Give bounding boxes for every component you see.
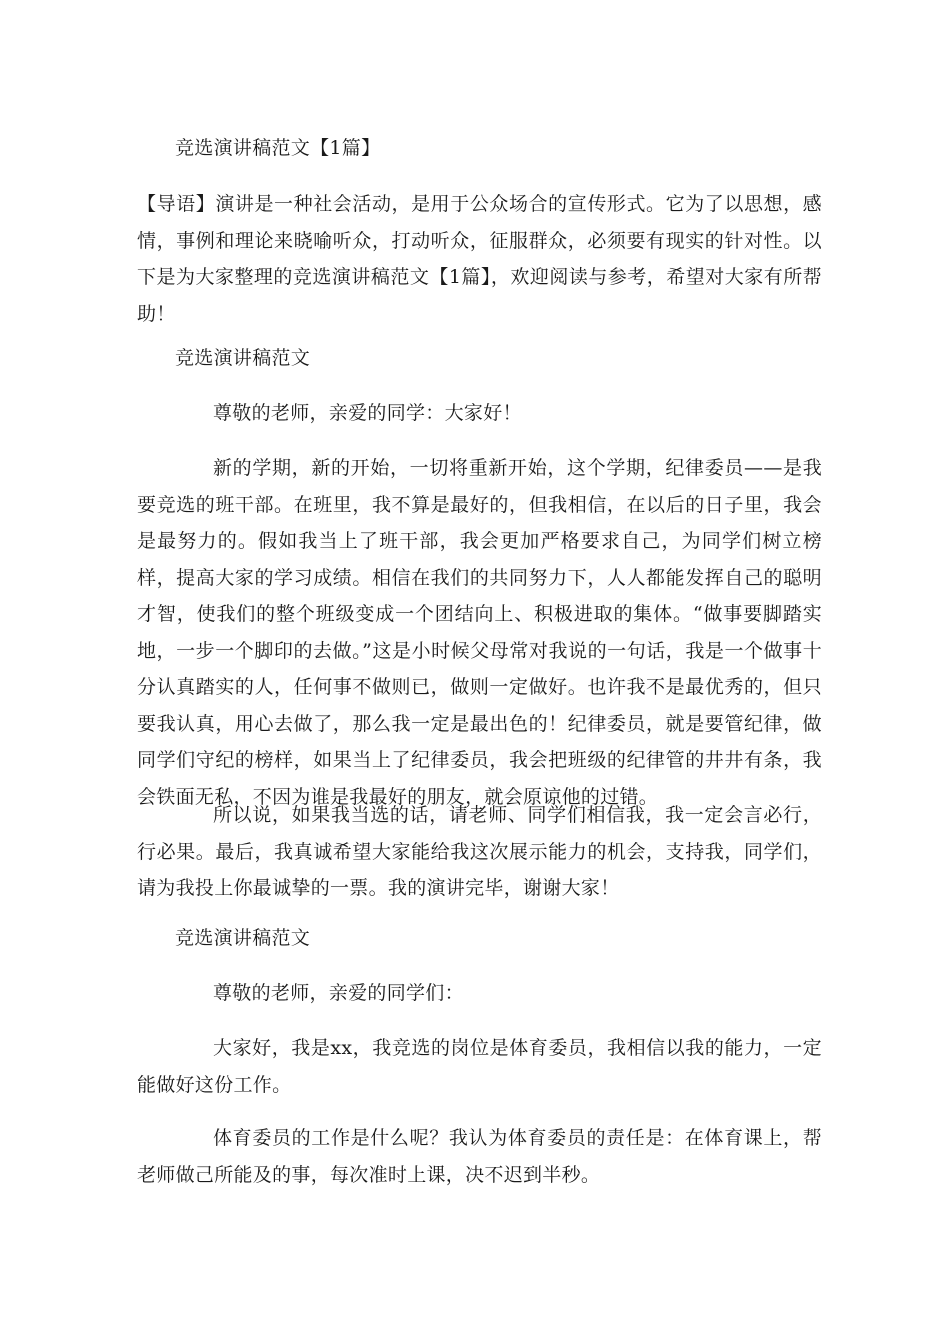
greeting: 尊敬的老师，亲爱的同学们： bbox=[213, 982, 464, 1004]
section-heading: 竞选演讲稿范文 bbox=[175, 347, 311, 369]
intro-paragraph: 【导语】演讲是一种社会活动，是用于公众场合的宣传形式。它为了以思想，感情，事例和理论来晓喻听众，打动听众，征服群众，必须要有现实的针对性。以下是为大家整理的竞选演讲稿范文【1篇】，欢迎阅读与参考，希望对大家有所帮助！ bbox=[137, 193, 822, 325]
body-paragraph: 体育委员的工作是什么呢？我认为体育委员的责任是：在体育课上，帮老师做己所能及的事，每次准时上课，决不迟到半秒。 bbox=[137, 1127, 822, 1186]
body-paragraph: 所以说，如果我当选的话，请老师、同学们相信我，我一定会言必行，行必果。最后，我真诚希望大家能给我这次展示能力的机会，支持我，同学们，请为我投上你最诚挚的一票。我的演讲完毕，谢谢大家！ bbox=[137, 804, 822, 899]
document-title: 竞选演讲稿范文【1篇】 bbox=[175, 137, 381, 159]
body-paragraph: 大家好，我是xx，我竞选的岗位是体育委员，我相信以我的能力，一定能做好这份工作。 bbox=[137, 1037, 822, 1096]
section-heading: 竞选演讲稿范文 bbox=[175, 927, 311, 949]
greeting: 尊敬的老师，亲爱的同学：大家好！ bbox=[213, 402, 522, 424]
body-paragraph: 新的学期，新的开始，一切将重新开始，这个学期，纪律委员——是我要竞选的班干部。在班里，我不算是最好的，但我相信，在以后的日子里，我会是最努力的。假如我当上了班干部，我会更加严格要求自己，为同学们树立榜样，提高大家的学习成绩。相信在我们的共同努力下，人人都能发挥自己的聪明才智，使我们的整个班级变成一个团结向上、积极进取的集体。“做事要脚踏实地，一步一个脚印的去做。”这是小时候父母常对我说的一句话，我是一个做事十分认真踏实的人，任何事不做则已，做则一定做好。也许我不是最优秀的，但只要我认真，用心去做了，那么我一定是最出色的！纪律委员，就是要管纪律，做同学们守纪的榜样，如果当上了纪律委员，我会把班级的纪律管的井井有条，我会铁面无私，不因为谁是我最好的朋友，就会原谅他的过错。 bbox=[137, 457, 822, 808]
